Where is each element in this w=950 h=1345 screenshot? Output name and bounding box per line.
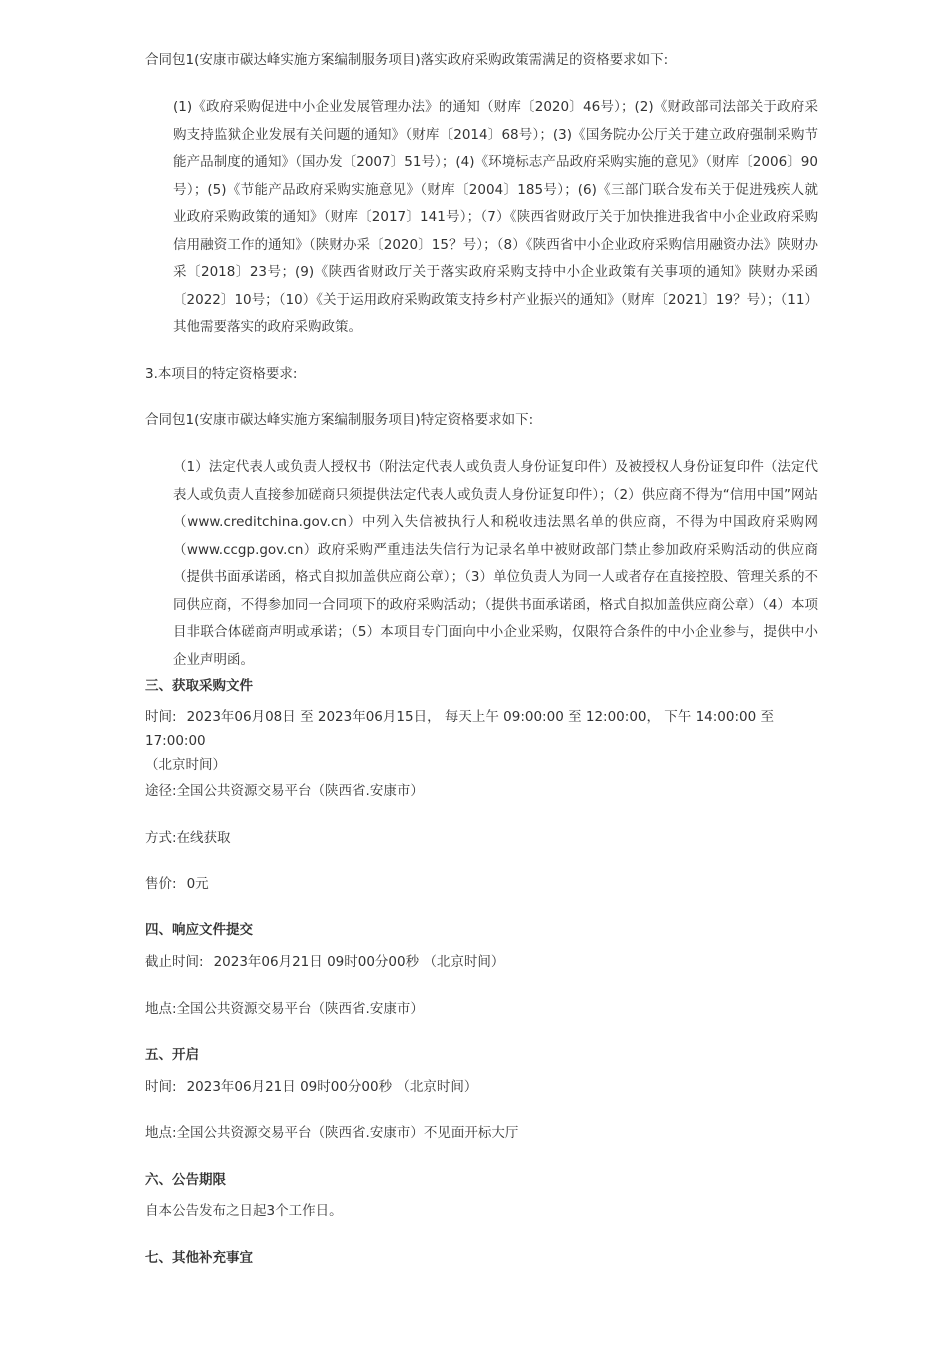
submission-deadline-value: 2023年06月21日 09时00分00秒 （北京时间） xyxy=(213,954,505,970)
submission-place-label: 地点: xyxy=(145,1001,177,1017)
notice-period-text: 自本公告发布之日起3个工作日。 xyxy=(145,1203,343,1219)
section-title-other-matters: 七、其他补充事宜 xyxy=(145,1250,253,1266)
obtain-price-label: 售价: xyxy=(145,876,177,892)
policy-body: (1)《政府采购促进中小企业发展管理办法》的通知（财库〔2020〕46号）；(2)《财政部司法部关于政府采购支持监狱企业发展有关问题的通知》（财库〔2014〕68号）；(3)《国务院办公厅关于建立政府强制采购节能产品制度的通知》（国办发〔2007〕51号）；(4)《环境标志产品政府采购实施的意见》（财库〔2006〕90号）；(5)《节能产品政府采购实施意见》（财库〔2004〕185号）；(6)《三部门联合发布关于促进残疾人就业政府采购政策的通知》（财库〔2017〕141号）；（7）《陕西省财政厅关于加快推进我省中小企业政府采购信用融资工作的通知》（陕财办采〔2020〕15？号）；（8）《陕西省中小企业政府采购信用融资办法》陕财办采〔2018〕23号；(9)《陕西省财政厅关于落实政府采购支持中小企业政策有关事项的通知》陕财办采函〔2022〕10号；（10）《关于运用政府采购政策支持乡村产业振兴的通知》（财库〔2021〕19？号）；（11）其他需要落实的政府采购政策。 xyxy=(173,99,818,335)
obtain-method-value: 在线获取 xyxy=(176,830,231,846)
obtain-time-value: 2023年06月08日 至 2023年06月15日， 每天上午 09:00:00 至 12:00:00， 下午 14:00:00 至 17:00:00 xyxy=(145,709,775,749)
submission-place-value: 全国公共资源交易平台（陕西省.安康市） xyxy=(176,1001,424,1017)
opening-place xyxy=(145,1121,825,1145)
obtain-price xyxy=(145,872,825,896)
section-title-submission: 四、响应文件提交 xyxy=(145,922,253,938)
opening-place-label: 地点: xyxy=(145,1125,177,1141)
special-body: （1）法定代表人或负责人授权书（附法定代表人或负责人身份证复印件）及被授权人身份证复印件（法定代表人或负责人直接参加磋商只须提供法定代表人或负责人身份证复印件）；（2）供应商不得为“信用中国”网站（www.creditchina.gov.cn）中列入失信被执行人和税收违法黑名单的供应商，不得为中国政府采购网（www.ccgp.gov.cn）政府采购严重违法失信行为记录名单中被财政部门禁止参加政府采购活动的供应商（提供书面承诺函，格式自拟加盖供应商公章）；（3）单位负责人为同一人或者存在直接控股、管理关系的不同供应商，不得参加同一合同项下的政府采购活动；（提供书面承诺函，格式自拟加盖供应商公章）（4）本项目非联合体磋商声明或承诺；（5）本项目专门面向中小企业采购，仅限符合条件的中小企业参与，提供中小企业声明函。 xyxy=(173,459,818,668)
special-heading: 3.本项目的特定资格要求: xyxy=(145,366,298,382)
section-title-obtain-docs: 三、获取采购文件 xyxy=(145,678,253,694)
obtain-method-label: 方式: xyxy=(145,830,177,846)
submission-deadline-label: 截止时间: xyxy=(145,954,204,970)
policy-intro: 合同包1(安康市碳达峰实施方案编制服务项目)落实政府采购政策需满足的资格要求如下: xyxy=(145,52,669,68)
opening-place-value: 全国公共资源交易平台（陕西省.安康市）不见面开标大厅 xyxy=(176,1125,519,1141)
obtain-method xyxy=(145,826,825,850)
obtain-time-note: （北京时间） xyxy=(145,757,226,773)
special-intro: 合同包1(安康市碳达峰实施方案编制服务项目)特定资格要求如下: xyxy=(145,412,534,428)
obtain-channel xyxy=(145,779,825,803)
section-title-opening: 五、开启 xyxy=(145,1047,199,1063)
opening-time-label: 时间: xyxy=(145,1079,177,1095)
obtain-channel-label: 途径: xyxy=(145,783,177,799)
section-title-notice-period: 六、公告期限 xyxy=(145,1172,226,1188)
obtain-price-value: 0元 xyxy=(186,876,209,892)
submission-deadline xyxy=(145,950,825,974)
obtain-time-label: 时间: xyxy=(145,709,177,725)
opening-time-value: 2023年06月21日 09时00分00秒 （北京时间） xyxy=(186,1079,478,1095)
submission-place xyxy=(145,997,825,1021)
obtain-time xyxy=(145,705,825,777)
opening-time xyxy=(145,1075,825,1099)
obtain-channel-value: 全国公共资源交易平台（陕西省.安康市） xyxy=(176,783,424,799)
